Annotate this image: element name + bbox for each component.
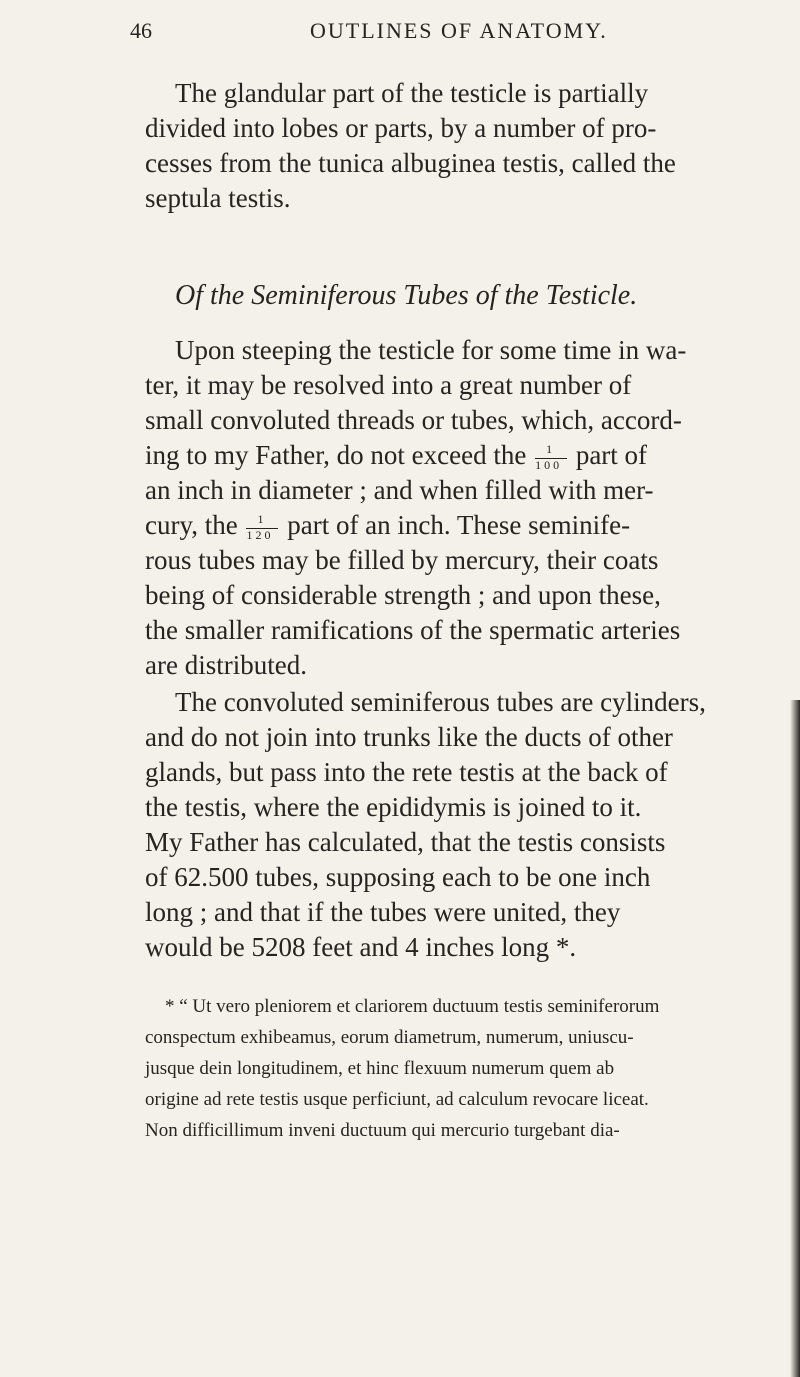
text-line: glands, but pass into the rete testis at the back of — [145, 757, 668, 787]
footnote-line: jusque dein longitudinem, et hinc flexuum numerum quem ab — [145, 1058, 615, 1079]
text-line: The convoluted seminiferous tubes are cylinders, — [175, 687, 706, 717]
text-line: My Father has calculated, that the testis consists — [145, 827, 666, 857]
footnote-line: * “ Ut vero pleniorem et clariorem ductuum testis seminiferorum — [165, 996, 660, 1017]
text-line: The glandular part of the testicle is partially — [175, 78, 649, 108]
text-line: Upon steeping the testicle for some time in wa- — [175, 335, 687, 365]
page-edge-shadow — [790, 700, 800, 1377]
text-line: and do not join into trunks like the ducts of other — [145, 722, 673, 752]
text-line — [145, 510, 630, 541]
text-line: of 62.500 tubes, supposing each to be one inch — [145, 862, 651, 892]
fraction-numerator: 1 — [257, 511, 264, 526]
text-fragment: ing to my Father, do not exceed the — [145, 440, 527, 470]
running-title: OUTLINES OF ANATOMY. — [310, 18, 608, 43]
text-line: small convoluted threads or tubes, which, accord- — [145, 405, 682, 435]
text-fragment: part of — [575, 440, 648, 470]
text-line — [145, 440, 647, 471]
fraction-denominator: 100 — [535, 457, 563, 472]
text-line: cesses from the tunica albuginea testis, called the — [145, 148, 676, 178]
text-line: are distributed. — [145, 650, 307, 680]
fraction — [244, 511, 280, 542]
page-number: 46 — [130, 18, 152, 43]
text-line: ter, it may be resolved into a great number of — [145, 370, 632, 400]
text-line: rous tubes may be filled by mercury, their coats — [145, 545, 659, 575]
text-line: long ; and that if the tubes were united, they — [145, 897, 621, 927]
fraction — [533, 441, 569, 472]
footnote-line: Non difficillimum inveni ductuum qui mercurio turgebant dia- — [145, 1120, 620, 1141]
text-fragment: cury, the — [145, 510, 238, 540]
text-line: the testis, where the epididymis is joined to it. — [145, 792, 642, 822]
text-line: would be 5208 feet and 4 inches long *. — [145, 932, 577, 962]
section-heading: Of the Seminiferous Tubes of the Testicle. — [175, 280, 638, 311]
fraction-numerator: 1 — [546, 441, 553, 456]
text-line: the smaller ramifications of the spermatic arteries — [145, 615, 681, 645]
footnote-line: origine ad rete testis usque perficiunt, ad calculum revocare liceat. — [145, 1089, 649, 1110]
text-line: septula testis. — [145, 183, 291, 213]
text-line: divided into lobes or parts, by a number of pro- — [145, 113, 657, 143]
text-fragment: part of an inch. These seminife- — [287, 510, 631, 540]
text-line: an inch in diameter ; and when filled with mer- — [145, 475, 654, 505]
fraction-denominator: 120 — [246, 527, 274, 542]
text-line: being of considerable strength ; and upon these, — [145, 580, 661, 610]
footnote-line: conspectum exhibeamus, eorum diametrum, numerum, uniuscu- — [145, 1027, 634, 1048]
